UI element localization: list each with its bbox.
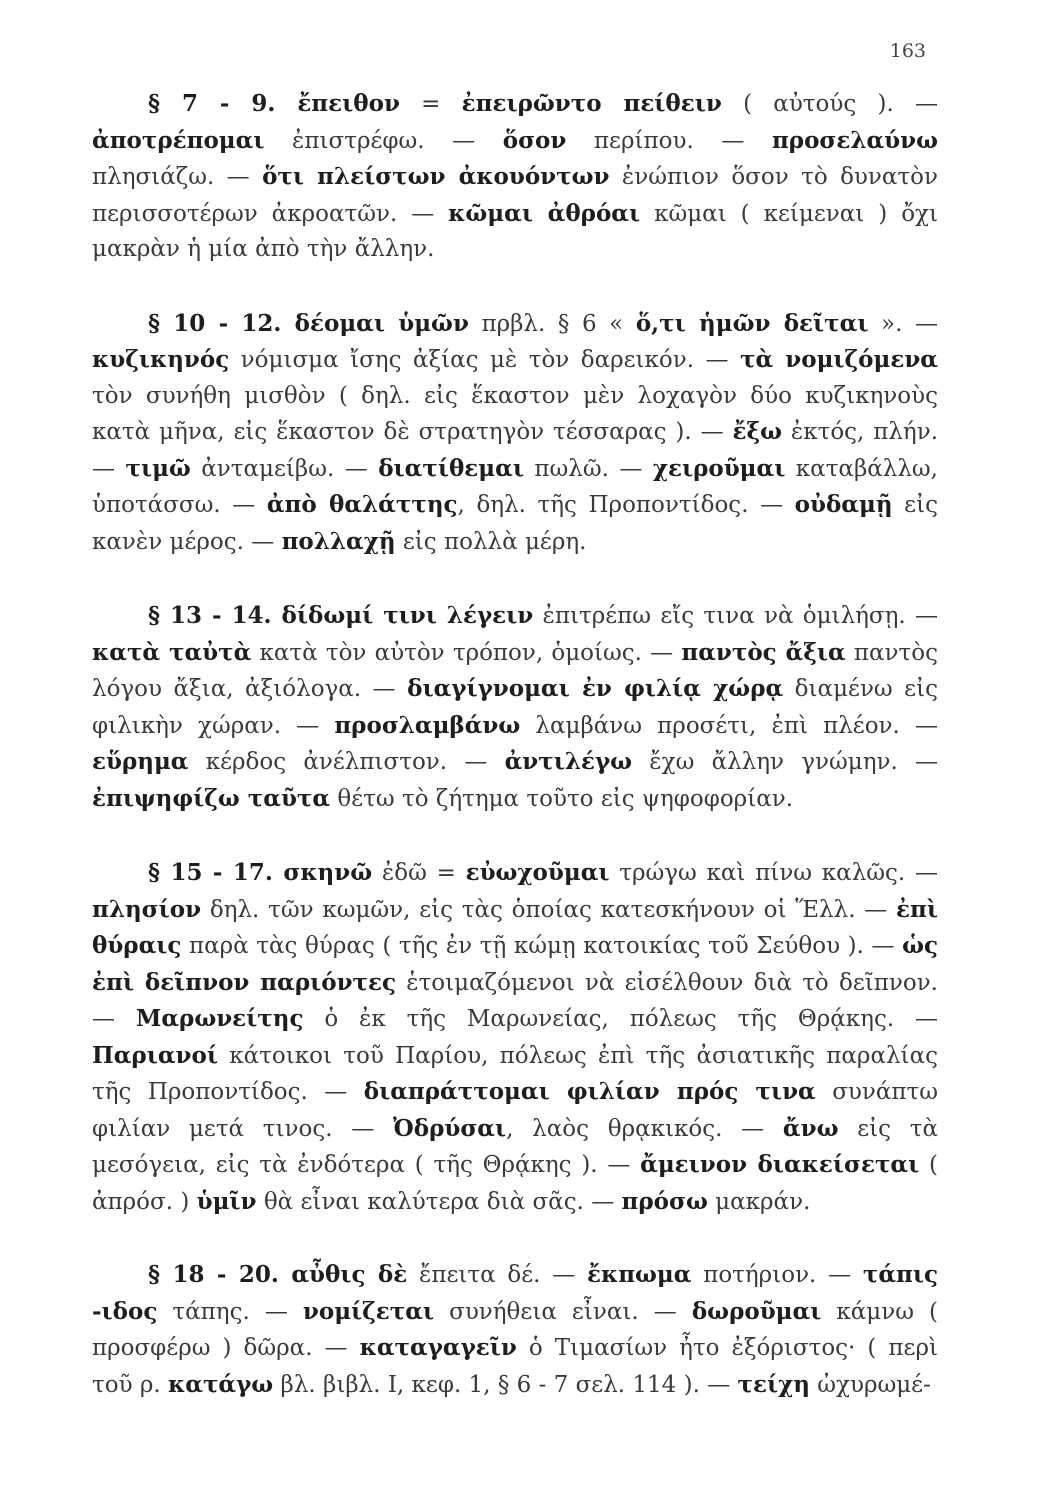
greek-term: ἐπειρῶντο πείθειν	[461, 90, 722, 117]
gloss-text: τάπης. —	[157, 1298, 303, 1325]
gloss-text: ἔχω ἄλλην γνώμην. —	[632, 749, 939, 775]
commentary-paragraph	[92, 855, 938, 1220]
greek-term: Μαρωνείτης	[135, 1005, 304, 1032]
commentary-paragraph	[92, 598, 938, 817]
gloss-text: καταβάλλω, ὑποτάσσω. —	[92, 455, 938, 518]
greek-term: δίδωμί τινι λέγειν	[281, 602, 534, 629]
greek-term: πλησίον	[92, 895, 202, 923]
greek-term: ἀποτρέπομαι	[92, 126, 265, 154]
gloss-text: μακράν.	[707, 1188, 811, 1215]
greek-term: ὡς ἐπὶ δεῖπνον παριόντες	[92, 932, 938, 996]
gloss-text: λαμβάνω προσέτι, ἐπὶ πλέον. —	[520, 712, 939, 739]
gloss-text: ( αὐτούς ). —	[721, 91, 938, 117]
greek-term: οὐδαμῇ	[794, 491, 893, 518]
gloss-text: =	[399, 91, 462, 117]
gloss-text: συνήθεια εἶναι. —	[434, 1298, 692, 1325]
greek-term: ἐπὶ θύραις	[92, 895, 938, 959]
gloss-text: ἐπιτρέπω εἴς τινα νὰ ὁμιλήσῃ. —	[533, 603, 939, 629]
greek-term: τὰ νομιζόμενα	[739, 346, 938, 373]
gloss-text: ». —	[868, 310, 939, 337]
page-number: 163	[889, 40, 926, 62]
greek-term: ὑμῖν	[196, 1187, 257, 1215]
greek-term: προσελαύνω	[771, 126, 938, 154]
gloss-text: δηλ. τῶν κωμῶν, εἰς τὰς ὁποίας κατεσκήνουν οἱ Ἕλλ. —	[201, 896, 897, 923]
commentary-paragraph	[92, 86, 938, 268]
gloss-text: πλησιάζω. —	[92, 164, 263, 190]
commentary-paragraph	[92, 306, 938, 561]
greek-term: Ὀδρύσαι	[393, 1114, 507, 1142]
gloss-text: πωλῶ. —	[523, 455, 653, 482]
gloss-text: , δηλ. τῆς Προποντίδος. —	[457, 492, 795, 518]
greek-term: παντὸς ἄξια	[681, 638, 846, 666]
section-reference: § 18 - 20.	[148, 1261, 292, 1288]
section-reference: § 7 - 9.	[148, 90, 298, 117]
greek-term: πολλαχῇ	[281, 527, 396, 555]
gloss-text: κάτοικοι τοῦ Παρίου, πόλεως ἐπὶ τῆς ἀσιατικῆς παραλίας τῆς Προποντίδος. —	[92, 1042, 938, 1105]
gloss-text: εἰς τὰ μεσόγεια, εἰς τὰ ἐνδότερα ( τῆς Θρᾴκης ). —	[92, 1115, 938, 1178]
greek-term: διαγίγνομαι ἐν φιλίᾳ χώρᾳ	[407, 675, 784, 702]
gloss-text: θέτω τὸ ζήτημα τοῦτο εἰς ψηφοφορίαν.	[330, 785, 794, 812]
greek-term: τιμῶ	[125, 454, 191, 482]
greek-term: νομίζεται	[302, 1297, 435, 1325]
greek-term: Παριανοί	[92, 1041, 218, 1069]
gloss-text: τρώγω καὶ πίνω καλῶς. —	[609, 860, 938, 886]
gloss-text: , λαὸς θρᾳκικός. —	[506, 1115, 783, 1142]
greek-term: ἄνω	[782, 1114, 839, 1142]
greek-term: κῶμαι ἀθρόαι	[448, 199, 641, 227]
greek-term: τείχη	[737, 1370, 810, 1398]
greek-term: τάπις -ιδος	[92, 1261, 939, 1325]
greek-term: αὖθις δὲ	[291, 1261, 408, 1288]
gloss-text: βλ. βιβλ. Ι, κεφ. 1, § 6 - 7 σελ. 114 ). —	[273, 1371, 738, 1398]
greek-term: ἄμεινον διακείσεται	[640, 1151, 920, 1178]
gloss-text: ὠχυρωμέ-	[809, 1371, 931, 1398]
greek-term: δέομαι ὑμῶν	[294, 309, 469, 337]
greek-term: ἔξω	[732, 418, 782, 445]
gloss-text: ἐπιστρέφω. —	[264, 127, 503, 154]
greek-term: χειροῦμαι	[652, 454, 786, 482]
greek-term: προσλαμβάνω	[334, 711, 521, 739]
greek-term: εὐωχοῦμαι	[465, 859, 610, 886]
gloss-text: συνάπτω φιλίαν μετά τινος. —	[92, 1079, 938, 1142]
greek-term: ἀπὸ θαλάττης	[266, 491, 458, 518]
section-reference: § 15 - 17.	[148, 859, 284, 886]
gloss-text: ὁ ἐκ τῆς Μαρωνείας, πόλεως τῆς Θρᾴκης. —	[303, 1006, 939, 1032]
gloss-text: ποτήριον. —	[691, 1262, 863, 1288]
gloss-text: πρβλ. § 6 «	[468, 310, 636, 337]
greek-term: σκηνῶ	[283, 859, 373, 886]
section-reference: § 13 - 14.	[148, 602, 282, 629]
gloss-text: ἔπειτα δέ. —	[407, 1262, 587, 1288]
gloss-text: εἰς κανὲν μέρος. —	[92, 492, 938, 555]
greek-term: κυζικηνός	[92, 346, 230, 373]
greek-term: ἔκπωμα	[586, 1261, 692, 1288]
greek-term: ὅσον	[502, 126, 567, 154]
gloss-text: τὸν συνήθη μισθὸν ( δηλ. εἰς ἕκαστον μὲν λοχαγὸν δύο κυζικηνοὺς κατὰ μῆνα, εἰς ἕκαστον δὲ στρατηγὸν τέσσαρας ). —	[92, 382, 938, 445]
greek-term: διατίθεμαι	[378, 454, 524, 482]
gloss-text: κάμνω ( προσφέρω ) δῶρα. —	[92, 1298, 939, 1361]
gloss-text: ἀνταμείβω. —	[190, 455, 379, 482]
greek-term: κατάγω	[168, 1370, 274, 1398]
gloss-text: ἐκτός, πλήν. —	[92, 419, 939, 482]
gloss-text: ἑτοιμαζόμενοι νὰ εἰσέλθουν διὰ τὸ δεῖπνον. —	[92, 969, 938, 1032]
greek-term: πρόσω	[621, 1187, 708, 1215]
gloss-text: παντὸς λόγου ἄξια, ἀξιόλογα. —	[92, 639, 938, 702]
gloss-text: διαμένω εἰς φιλικὴν χώραν. —	[92, 676, 938, 739]
greek-term: εὕρημα	[92, 748, 189, 775]
gloss-text: ἐδῶ =	[372, 860, 466, 886]
greek-term: ἐπιψηφίζω ταῦτα	[92, 784, 331, 812]
greek-term: ἀντιλέγω	[504, 748, 633, 775]
greek-term: ὅ,τι ἡμῶν δεῖται	[635, 309, 869, 337]
commentary-paragraph	[92, 1257, 938, 1403]
gloss-text: κῶμαι ( κείμεναι ) ὄχι μακρὰν ἡ μία ἀπὸ τὴν ἄλλην.	[92, 200, 938, 262]
gloss-text: ἐνώπιον ὅσον τὸ δυνατὸν περισσοτέρων ἀκροατῶν. —	[92, 164, 938, 227]
greek-term: διαπράττομαι φιλίαν πρός τινα	[363, 1078, 816, 1105]
greek-term: κατὰ ταὐτὰ	[92, 638, 252, 666]
greek-term: καταγαγεῖν	[359, 1334, 517, 1361]
section-reference: § 10 - 12.	[148, 309, 295, 337]
greek-term: ἔπειθον	[297, 90, 400, 117]
greek-term: δωροῦμαι	[691, 1297, 822, 1325]
gloss-text: θὰ εἶναι καλύτερα διὰ σᾶς. —	[256, 1188, 622, 1215]
gloss-text: παρὰ τὰς θύρας ( τῆς ἐν τῇ κώμῃ κατοικίας τοῦ Σεύθου ). —	[181, 933, 903, 959]
gloss-text: ὁ Τιμασίων ἦτο ἐξόριστος· ( περὶ τοῦ ρ.	[92, 1335, 938, 1398]
gloss-text: εἰς πολλὰ μέρη.	[395, 528, 587, 555]
gloss-text: κατὰ τὸν αὐτὸν τρόπον, ὁμοίως. —	[251, 639, 682, 666]
gloss-text: περίπου. —	[566, 127, 772, 154]
gloss-text: κέρδος ἀνέλπιστον. —	[188, 749, 505, 775]
greek-term: ὅτι πλείστων ἀκουόντων	[262, 163, 610, 190]
commentary-text	[92, 86, 938, 1440]
gloss-text: νόμισμα ἴσης ἀξίας μὲ τὸν δαρεικόν. —	[229, 347, 740, 373]
gloss-text: ( ἀπρόσ. )	[92, 1152, 938, 1215]
